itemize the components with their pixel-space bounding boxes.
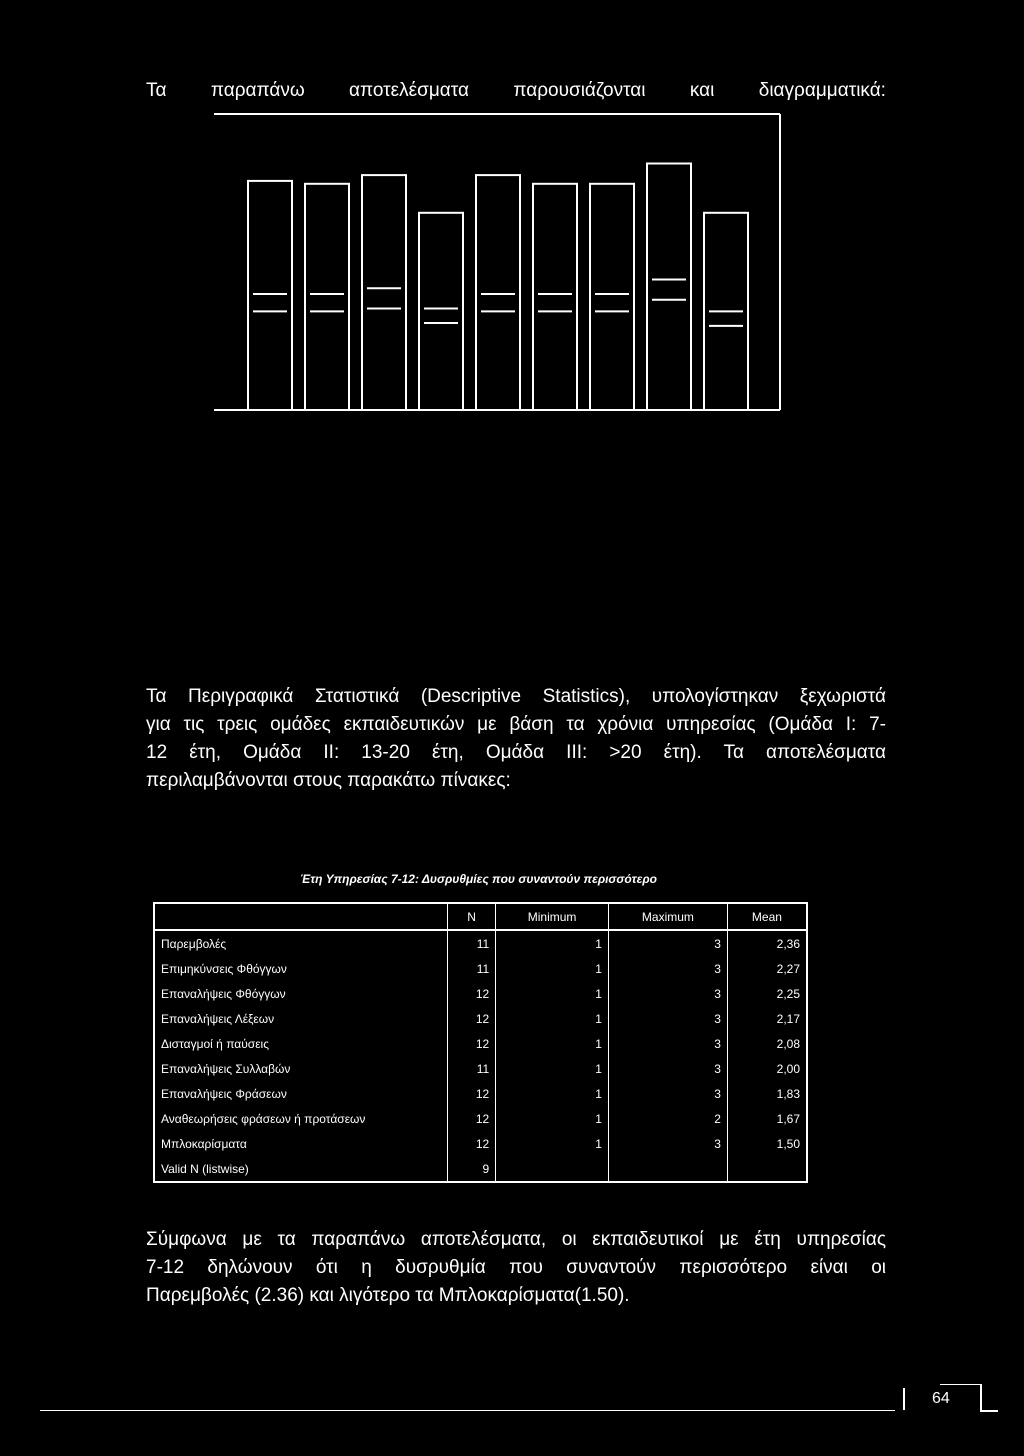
table-header-row — [154, 903, 807, 930]
intro-word: και — [689, 80, 715, 101]
footer-rule — [40, 1410, 895, 1411]
row-label: Valid N (listwise) — [154, 1156, 448, 1182]
cell-minimum: 1 — [496, 1131, 609, 1156]
header-blank — [154, 903, 448, 930]
row-label: Παρεμβολές — [154, 930, 448, 956]
cell-n: 9 — [448, 1156, 496, 1182]
cell-n: 11 — [448, 956, 496, 981]
cell-maximum: 3 — [608, 1056, 727, 1081]
intro-word: Τα — [146, 80, 167, 101]
cell-n: 12 — [448, 981, 496, 1006]
cell-maximum: 3 — [608, 1081, 727, 1106]
cell-maximum: 3 — [608, 1131, 727, 1156]
header-n: N — [448, 903, 496, 930]
table-body — [154, 930, 807, 1182]
cell-n: 12 — [448, 1131, 496, 1156]
intro-line — [146, 80, 886, 102]
bar — [647, 164, 691, 411]
bar-chart-svg — [212, 112, 782, 412]
cell-maximum: 3 — [608, 981, 727, 1006]
row-label: Επιμηκύνσεις Φθόγγων — [154, 956, 448, 981]
header-maximum: Maximum — [608, 903, 727, 930]
header-minimum: Minimum — [496, 903, 609, 930]
cell-minimum: 1 — [496, 1106, 609, 1131]
cell-mean: 1,83 — [727, 1081, 807, 1106]
bar-chart — [212, 112, 782, 412]
cell-maximum — [608, 1156, 727, 1182]
statistics-table — [153, 902, 808, 1183]
paragraph-line: Τα Περιγραφικά Στατιστικά (Descriptive Statistics), υπολογίστηκαν ξεχωριστά — [146, 686, 886, 707]
intro-word: παρουσιάζονται — [513, 80, 646, 101]
cell-minimum: 1 — [496, 1006, 609, 1031]
table-row — [154, 930, 807, 956]
row-label: Επαναλήψεις Συλλαβών — [154, 1056, 448, 1081]
page-number-frame-bottom — [980, 1410, 998, 1412]
cell-minimum: 1 — [496, 930, 609, 956]
cell-mean: 1,50 — [727, 1131, 807, 1156]
cell-minimum: 1 — [496, 956, 609, 981]
bar — [590, 184, 634, 410]
cell-minimum: 1 — [496, 1081, 609, 1106]
bar — [533, 184, 577, 410]
intro-word: αποτελέσματα — [349, 80, 469, 101]
cell-mean: 2,25 — [727, 981, 807, 1006]
table-row — [154, 956, 807, 981]
intro-word: παραπάνω — [210, 80, 305, 101]
cell-mean: 2,17 — [727, 1006, 807, 1031]
cell-mean: 1,67 — [727, 1106, 807, 1131]
cell-minimum — [496, 1156, 609, 1182]
row-label: Επαναλήψεις Λέξεων — [154, 1006, 448, 1031]
paragraph-line: 12 έτη, Ομάδα ΙΙ: 13-20 έτη, Ομάδα ΙΙΙ: >20 έτη). Τα αποτελέσματα — [146, 742, 886, 763]
row-label: Δισταγμοί ή παύσεις — [154, 1031, 448, 1056]
cell-mean: 2,36 — [727, 930, 807, 956]
table-row — [154, 1056, 807, 1081]
cell-n: 12 — [448, 1081, 496, 1106]
paragraph-line: 7-12 δηλώνουν ότι η δυσρυθμία που συναντούν περισσότερο είναι οι — [146, 1257, 886, 1278]
bar — [362, 175, 406, 410]
cell-minimum: 1 — [496, 1031, 609, 1056]
table-row — [154, 1106, 807, 1131]
cell-minimum: 1 — [496, 981, 609, 1006]
cell-maximum: 3 — [608, 1031, 727, 1056]
paragraph-line: για τις τρεις ομάδες εκπαιδευτικών με βάση τα χρόνια υπηρεσίας (Ομάδα Ι: 7- — [146, 714, 886, 735]
row-label: Αναθεωρήσεις φράσεων ή προτάσεων — [154, 1106, 448, 1131]
footer-marker — [903, 1388, 905, 1410]
cell-minimum: 1 — [496, 1056, 609, 1081]
page-number-frame-side — [980, 1384, 982, 1412]
intro-word: διαγραμματικά: — [758, 80, 886, 101]
table-row — [154, 981, 807, 1006]
table-title: Έτη Υπηρεσίας 7-12: Δυσρυθμίες που συναντούν περισσότερο — [300, 872, 657, 886]
paragraph-line: περιλαμβάνονται στους παρακάτω πίνακες: — [146, 770, 511, 791]
cell-n: 11 — [448, 1056, 496, 1081]
cell-maximum: 3 — [608, 930, 727, 956]
row-label: Επαναλήψεις Φράσεων — [154, 1081, 448, 1106]
bar — [419, 213, 463, 410]
page-number: 64 — [932, 1390, 950, 1407]
table-row — [154, 1081, 807, 1106]
page-number-frame-top — [940, 1384, 980, 1385]
cell-maximum: 2 — [608, 1106, 727, 1131]
table-row — [154, 1031, 807, 1056]
table-row — [154, 1006, 807, 1031]
header-mean: Mean — [727, 903, 807, 930]
cell-n: 12 — [448, 1106, 496, 1131]
paragraph-line: Σύμφωνα με τα παραπάνω αποτελέσματα, οι εκπαιδευτικοί με έτη υπηρεσίας — [146, 1229, 886, 1250]
cell-maximum: 3 — [608, 956, 727, 981]
bar — [476, 175, 520, 410]
cell-maximum: 3 — [608, 1006, 727, 1031]
table-row — [154, 1131, 807, 1156]
bar — [305, 184, 349, 410]
cell-mean: 2,00 — [727, 1056, 807, 1081]
cell-n: 12 — [448, 1031, 496, 1056]
cell-n: 11 — [448, 930, 496, 956]
cell-n: 12 — [448, 1006, 496, 1031]
conclusion-paragraph — [146, 1226, 886, 1310]
row-label: Επαναλήψεις Φθόγγων — [154, 981, 448, 1006]
row-label: Μπλοκαρίσματα — [154, 1131, 448, 1156]
bar — [248, 181, 292, 410]
paragraph-line: Παρεμβολές (2.36) και λιγότερο τα Μπλοκαρίσματα(1.50). — [146, 1285, 630, 1306]
table-row — [154, 1156, 807, 1182]
descriptive-paragraph — [146, 683, 886, 795]
cell-mean: 2,27 — [727, 956, 807, 981]
cell-mean — [727, 1156, 807, 1182]
cell-mean: 2,08 — [727, 1031, 807, 1056]
